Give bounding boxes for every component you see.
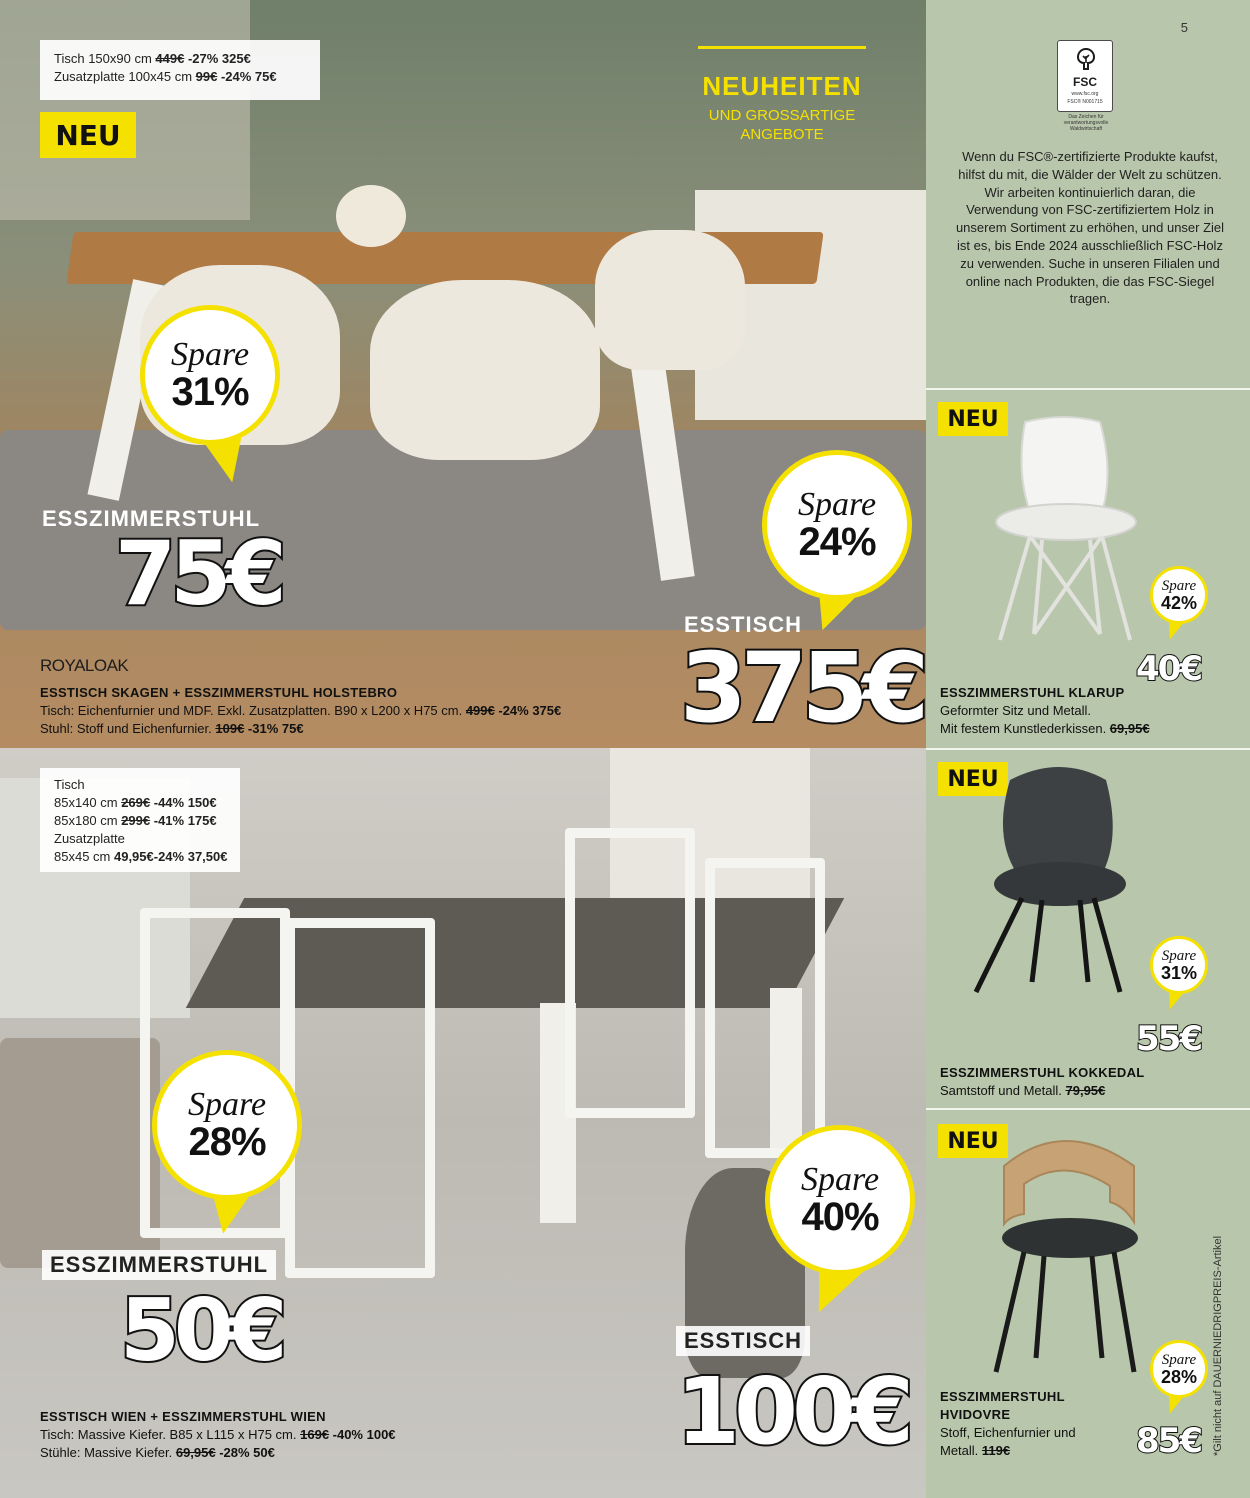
description-line: Stuhl: Stoff und Eichenfurnier. 109€ -31% 75€ [40,721,304,736]
bubble-circle [1150,1340,1208,1398]
spare-label: Spare [800,1161,880,1198]
fsc-wordmark: FSC [1073,75,1097,89]
neuheiten-banner [698,46,866,144]
description-line: Tisch: Eichenfurnier und MDF. Exkl. Zusatzplatten. B90 x L200 x H75 cm. 499€ -24% 375€ [40,703,562,718]
fsc-paragraph: Wenn du FSC®-zertifizierte Produkte kaufst, hilfst du mit, die Wälder der Welt zu schützen. Wir arbeiten kontinuierlich daran, die Verwendung von FSC-zertifiziertem Holz in unserem Sortiment zu erhöhen, und unser Ziel ist es, bis Ende 2024 ausschließlich FSC-Holz zu verwenden. Suche in unseren Filialen und online nach Produkten, die das FSC-Siegel tragen. [955,149,1225,307]
spare-bubble-table-bottom [765,1125,915,1325]
spare-percent: 42% [1160,592,1198,613]
spare-label: Spare [1161,947,1197,964]
bottom-description [40,1408,660,1462]
chair-kokkedal-image [970,760,1140,996]
fsc-tree-icon [1074,47,1098,71]
white-chair [370,280,600,460]
spare-percent: 31% [1160,962,1198,983]
banner-subline: ANGEBOTE [740,126,824,143]
white-chair [705,858,825,1158]
banner-rule [698,46,866,49]
product-title: ESSZIMMERSTUHL KOKKEDAL [940,1065,1145,1080]
rug [0,1038,160,1268]
spare-percent: 24% [798,520,876,564]
bubble-circle [762,450,912,600]
royal-oak-logo: ROYALOAK [40,656,129,675]
white-chair [565,828,695,1118]
spare-bubble-chair-top [140,305,280,495]
spare-label: Spare [797,486,877,523]
description-line: Samtstoff und Metall. 79,95€ [940,1083,1106,1098]
kokkedal-description [940,1064,1220,1100]
product-title: ESSZIMMERSTUHL KLARUP [940,685,1125,700]
price-line: Zusatzplatte [54,831,125,846]
chair-price-bottom: 50€ [120,1281,282,1381]
top-description [40,684,680,738]
vase [336,185,406,247]
window-curtain [0,0,250,220]
spare-bubble-kokkedal [1150,936,1208,1014]
price-line: Zusatzplatte 100x45 cm 99€ -24% 75€ [54,69,277,84]
spare-percent: 31% [171,370,249,414]
fsc-code: FSC® N001715 [1067,99,1103,105]
hvidovre-description [940,1388,1140,1460]
klarup-description [940,684,1220,738]
description-line: Metall. 119€ [940,1443,1011,1458]
product-title: ESSTISCH SKAGEN + ESSZIMMERSTUHL HOLSTEBRO [40,685,398,700]
spare-label: Spare [187,1086,267,1123]
description-line: Stoff, Eichenfurnier und [940,1425,1076,1440]
bottom-price-box [40,768,240,872]
banner-subline: UND GROSSARTIGE [708,107,856,124]
banner-headline: NEUHEITEN [702,71,862,101]
spare-percent: 40% [801,1195,879,1239]
bubble-circle [765,1125,915,1275]
spare-percent: 28% [1160,1366,1198,1387]
fsc-logo [1057,40,1113,112]
price-hvidovre: 85€ [1136,1421,1201,1461]
spare-bubble-hvidovre [1150,1340,1208,1418]
spare-label: Spare [1161,1351,1197,1368]
price-kokkedal: 55€ [1136,1019,1201,1059]
table-tag-bottom: ESSTISCH [676,1326,810,1356]
page-number: 5 [1180,20,1188,35]
sidebar-divider [926,1108,1250,1110]
price-line: 85x180 cm 299€ -41% 175€ [54,813,217,828]
bubble-circle [140,305,280,445]
white-chair [285,918,435,1278]
product-title: ESSZIMMERSTUHL [940,1389,1065,1404]
neu-badge: NEU [938,1124,1008,1158]
bubble-circle [1150,936,1208,994]
product-title: HVIDOVRE [940,1407,1011,1422]
bubble-circle [1150,566,1208,624]
chair-tag-bottom: ESSZIMMERSTUHL [42,1250,276,1280]
neu-badge: NEU [40,112,136,158]
spare-label: Spare [170,336,250,373]
fsc-url: www.fsc.org [1071,91,1099,97]
chair-klarup-image [990,412,1140,644]
table-tag-top: ESSTISCH [684,612,803,637]
description-line: Tisch: Massive Kiefer. B85 x L115 x H75 cm. 169€ -40% 100€ [40,1427,396,1442]
description-line: Geformter Sitz und Metall. [940,703,1091,718]
top-price-box [40,40,320,100]
spare-bubble-chair-bottom [152,1050,302,1240]
neu-badge: NEU [938,762,1008,796]
bubble-circle [152,1050,302,1200]
price-line: 85x140 cm 269€ -44% 150€ [54,795,217,810]
price-klarup: 40€ [1136,649,1201,689]
chair-price-top: 75€ [115,522,281,625]
chair-hvidovre-image [984,1126,1154,1376]
table-price-top: 375€ [680,632,924,744]
spare-percent: 28% [188,1120,266,1164]
table-price-bottom: 100€ [676,1358,909,1465]
fsc-caption: Das Zeichen für verantwortungsvolle Waldwirtschaft [1063,114,1109,132]
description-line: Stühle: Massive Kiefer. 69,95€ -28% 50€ [40,1445,275,1460]
price-line: Tisch 150x90 cm 449€ -27% 325€ [54,51,251,66]
spare-bubble-klarup [1150,566,1208,644]
product-title: ESSTISCH WIEN + ESSZIMMERSTUHL WIEN [40,1409,326,1424]
white-chair [595,230,745,370]
disclaimer-footnote: *Gilt nicht auf DAUERNIEDRIGPREIS-Artikel [1212,1235,1224,1456]
sidebar-divider [926,388,1250,390]
chair-tag-top: ESSZIMMERSTUHL [42,506,261,531]
spare-label: Spare [1161,577,1197,594]
price-line: Tisch [54,777,85,792]
description-line: Mit festem Kunstlederkissen. 69,95€ [940,721,1150,736]
price-line: 85x45 cm 49,95€-24% 37,50€ [54,849,228,864]
neu-badge: NEU [938,402,1008,436]
sidebar-divider [926,748,1250,750]
